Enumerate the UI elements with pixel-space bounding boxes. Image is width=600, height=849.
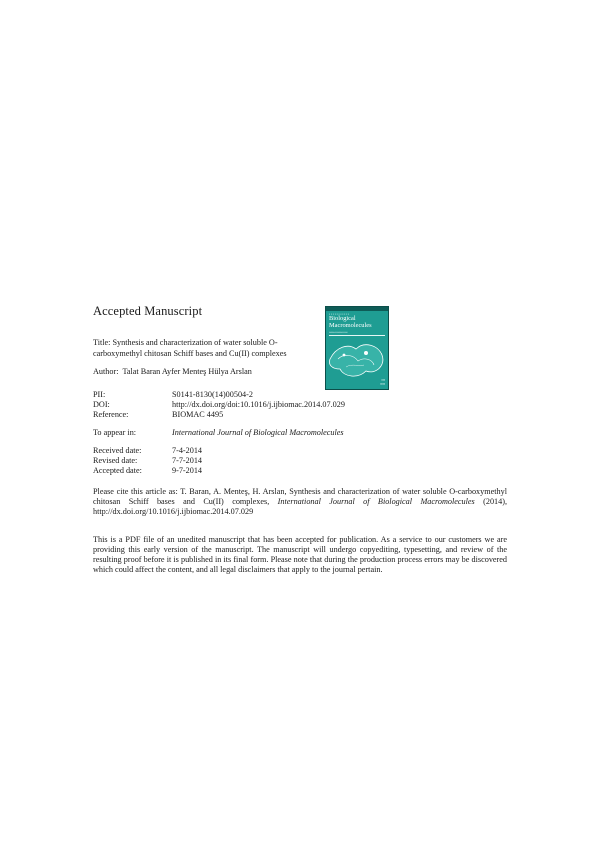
date-list (93, 446, 202, 476)
identifier-key: DOI: (93, 400, 110, 409)
cover-molecule-illustration (326, 337, 388, 387)
page-heading: Accepted Manuscript (93, 304, 203, 318)
publisher-logo-icon: ▪▪▪ ▪▪▪▪ (380, 378, 385, 386)
citation-before: Please cite this article as: T. Baran, A. Menteş, H. Arslan, Synthesis and characterization of water soluble O-carboxymethyl chitosan Schiff bases and Cu(II) complexes, (93, 487, 507, 506)
date-value: 7-7-2014 (172, 456, 203, 465)
identifier-list (93, 390, 345, 420)
cover-band (326, 307, 388, 311)
appear-row (93, 428, 344, 438)
author-names: Talat Baran Ayfer Menteş Hülya Arslan (122, 367, 252, 376)
date-value: 7-4-2014 (172, 446, 203, 455)
identifier-key: Reference: (93, 410, 129, 419)
cover-subtitle-decoration: ▪▪▪▪▪▪▪▪▪▪▪▪▪▪▪▪▪▪▪▪▪ (329, 331, 348, 334)
doi-link[interactable]: http://dx.doi.org/doi:10.1016/j.ijbiomac.2014.07.029 (172, 400, 345, 409)
cover-title-line: Macromolecules (329, 321, 372, 329)
title-text: Synthesis and characterization of water soluble O-carboxymethyl chitosan Schiff bases and Cu(II) complexes (93, 338, 287, 358)
citation-paragraph (93, 487, 507, 517)
cover-divider (329, 335, 385, 336)
article-title (93, 337, 318, 359)
author-line (93, 367, 252, 376)
date-row-revised (93, 456, 202, 466)
cover-journal-title (329, 316, 387, 329)
cover-masthead-decoration: ▪ ▪ ▪ ▪ ▪ ▪ ▪ ▪ ▪ ▪ ▪ (329, 312, 350, 316)
author-label: Author: (93, 367, 119, 376)
identifier-row-pii (93, 390, 345, 400)
identifier-value: S0141-8130(14)00504-2 (172, 390, 253, 399)
date-row-received (93, 446, 202, 456)
identifier-row-reference (93, 410, 345, 420)
identifier-value: BIOMAC 4495 (172, 410, 224, 419)
title-label: Title: (93, 338, 111, 347)
disclaimer-paragraph: This is a PDF file of an unedited manuscript that has been accepted for publication. As a service to our customers we are providing this early version of the manuscript. The manuscript will undergo copyediting, typesetting, and review of the resulting proof before it is published in its final form. Please note that during the production process errors may be discovered which could affect the content, and all legal disclaimers that apply to the journal pertain. (93, 535, 507, 574)
citation-after: (2014), http://dx.doi.org/10.1016/j.ijbiomac.2014.07.029 (93, 497, 507, 516)
date-key: Revised date: (93, 456, 138, 465)
identifier-key: PII: (93, 390, 106, 399)
appear-key: To appear in: (93, 428, 137, 437)
date-value: 9-7-2014 (172, 466, 203, 475)
identifier-row-doi (93, 400, 345, 410)
date-row-accepted (93, 466, 202, 476)
appear-in (93, 428, 344, 438)
date-key: Accepted date: (93, 466, 142, 475)
citation-journal: International Journal of Biological Macromolecules (277, 497, 475, 506)
journal-name: International Journal of Biological Macromolecules (172, 428, 344, 437)
cover-title-line: Biological (329, 315, 356, 322)
journal-cover-image (325, 306, 389, 390)
date-key: Received date: (93, 446, 142, 455)
